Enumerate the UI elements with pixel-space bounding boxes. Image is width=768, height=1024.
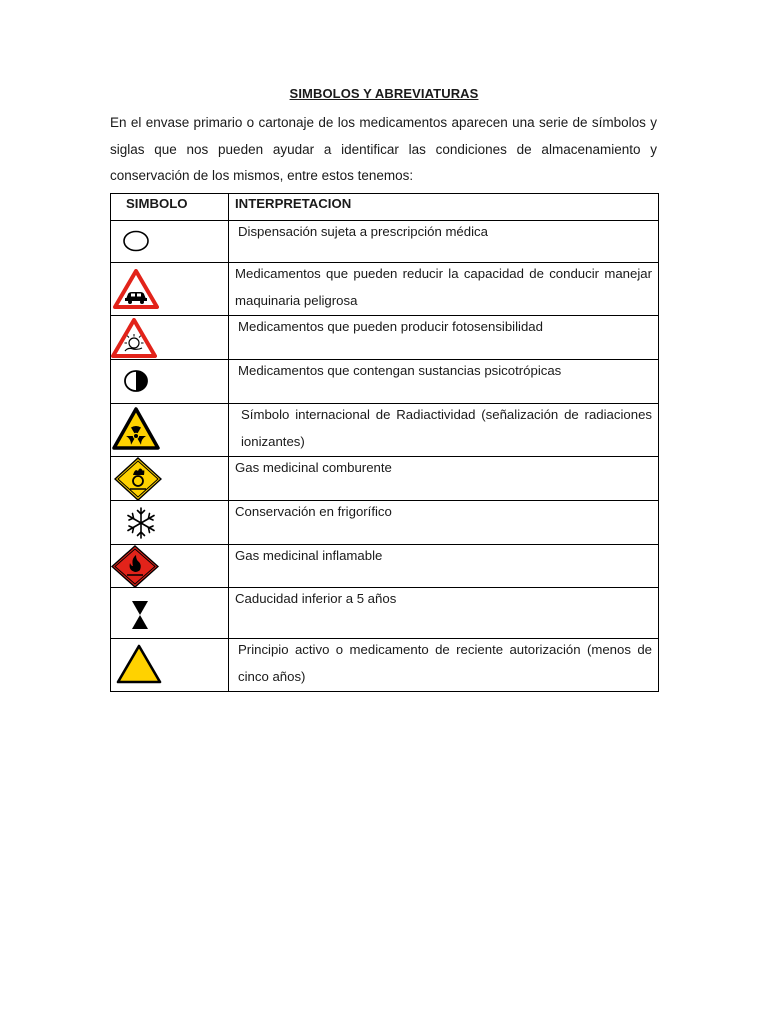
symbol-cell: [111, 457, 229, 501]
interpretation-text: Gas medicinal inflamable: [235, 548, 383, 563]
radiation-triangle-icon: [112, 407, 160, 451]
table-row: [111, 457, 659, 501]
symbol-cell: [111, 360, 229, 404]
interpretation-cell: [229, 457, 659, 501]
interpretation-cell: [229, 501, 659, 545]
symbol-cell: [111, 501, 229, 545]
interpretation-text: Conservación en frigorífico: [235, 504, 392, 519]
table-row: [111, 545, 659, 588]
oxidizer-diamond-icon: [114, 457, 162, 501]
table-row: [111, 360, 659, 404]
interpretation-text: Medicamentos que contengan sustancias psicotrópicas: [238, 363, 562, 378]
interpretation-text: Dispensación sujeta a prescripción médica: [238, 224, 488, 239]
page-title: SIMBOLOS Y ABREVIATURAS: [289, 86, 479, 101]
interpretation-cell: [229, 316, 659, 360]
interpretation-cell: [229, 639, 659, 692]
interpretation-cell: [229, 360, 659, 404]
yellow-triangle-icon: [116, 644, 162, 684]
header-interpretacion: INTERPRETACION: [229, 194, 659, 221]
interpretation-cell: [229, 221, 659, 263]
symbol-cell: [111, 588, 229, 639]
interpretation-text: Principio activo o medicamento de reciente autorización (menos de cinco años): [238, 642, 652, 684]
interpretation-cell: [229, 263, 659, 316]
interpretation-cell: [229, 588, 659, 639]
intro-paragraph: En el envase primario o cartonaje de los medicamentos aparecen una serie de símbolos y siglas que nos pueden ayudar a identificar las condiciones de almacenamiento y conservación de los mismos, entre estos tenemos:: [110, 115, 657, 183]
table-row: [111, 588, 659, 639]
symbol-cell: [111, 404, 229, 457]
interpretation-cell: [229, 404, 659, 457]
hourglass-icon: [131, 600, 149, 630]
table-row: [111, 639, 659, 692]
interpretation-text: Símbolo internacional de Radiactividad (señalización de radiaciones ionizantes): [241, 407, 652, 449]
half-filled-circle-icon: [123, 369, 149, 393]
symbol-cell: [111, 221, 229, 263]
interpretation-text: Gas medicinal comburente: [235, 460, 392, 475]
symbol-cell: [111, 316, 229, 360]
interpretation-text: Medicamentos que pueden reducir la capacidad de conducir manejar maquinaria peligrosa: [235, 266, 652, 308]
table-row: [111, 404, 659, 457]
symbol-cell: [111, 545, 229, 588]
car-warning-triangle-icon: [113, 269, 159, 309]
table-row: [111, 501, 659, 545]
sun-warning-triangle-icon: [111, 318, 157, 358]
interpretation-text: Caducidad inferior a 5 años: [235, 591, 397, 606]
snowflake-icon: [124, 506, 158, 540]
table-header-row: [111, 194, 659, 221]
interpretation-cell: [229, 545, 659, 588]
table-row: [111, 221, 659, 263]
symbol-cell: [111, 263, 229, 316]
header-simbolo: SIMBOLO: [111, 194, 229, 221]
circle-outline-icon: [123, 230, 149, 252]
flammable-diamond-icon: [111, 545, 159, 588]
symbols-table: [110, 193, 659, 692]
table-row: [111, 316, 659, 360]
interpretation-text: Medicamentos que pueden producir fotosensibilidad: [238, 319, 543, 334]
symbol-cell: [111, 639, 229, 692]
table-row: [111, 263, 659, 316]
